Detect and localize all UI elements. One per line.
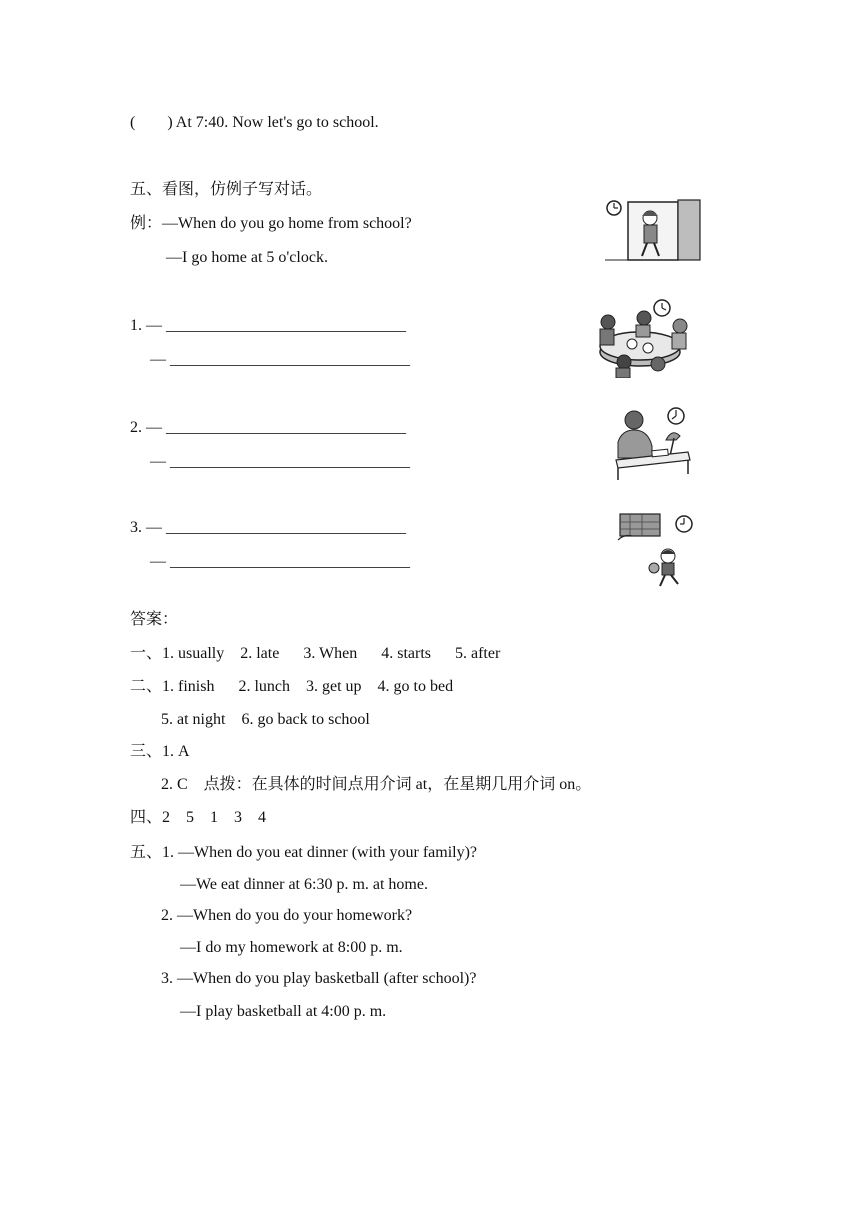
- family-dinner-illustration: [588, 296, 694, 378]
- answer-section-4: 四、2 5 1 3 4: [130, 809, 267, 826]
- item-1-answer[interactable]: — ______________________________: [150, 351, 410, 368]
- example-answer: —I go home at 5 o'clock.: [166, 249, 328, 266]
- answer-section-2-line-1: 二、1. finish 2. lunch 3. get up 4. go to bed: [130, 678, 454, 695]
- section-heading: 五、看图，仿例子写对话。: [130, 181, 323, 198]
- answer-section-5-line-2: —We eat dinner at 6:30 p. m. at home.: [180, 876, 428, 893]
- homework-desk-illustration: [614, 404, 694, 482]
- item-3-question[interactable]: 3. — ______________________________: [130, 519, 406, 536]
- answer-section-5-line-4: —I do my homework at 8:00 p. m.: [180, 939, 403, 956]
- item-3-answer[interactable]: — ______________________________: [150, 553, 410, 570]
- answer-section-2-line-2: 5. at night 6. go back to school: [161, 711, 370, 728]
- answer-section-5-line-3: 2. —When do you do your homework?: [161, 907, 413, 924]
- item-2-answer[interactable]: — ______________________________: [150, 453, 410, 470]
- boy-going-home-illustration: [604, 196, 704, 266]
- answer-section-1: 一、1. usually 2. late 3. When 4. starts 5. after: [130, 645, 501, 662]
- answer-section-3-line-2: 2. C 点拨：在具体的时间点用介词 at，在星期几用介词 on。: [161, 776, 592, 793]
- basketball-illustration: [614, 510, 698, 588]
- item-1-question[interactable]: 1. — ______________________________: [130, 317, 406, 334]
- example-question: 例：—When do you go home from school?: [130, 215, 412, 232]
- answer-section-5-line-5: 3. —When do you play basketball (after school)?: [161, 970, 477, 987]
- answer-section-5-line-1: 五、1. —When do you eat dinner (with your family)?: [130, 844, 478, 861]
- answers-heading: 答案：: [130, 611, 179, 628]
- answer-section-5-line-6: —I play basketball at 4:00 p. m.: [180, 1003, 387, 1020]
- question-line: ( ) At 7:40. Now let's go to school.: [130, 114, 379, 131]
- answer-section-3-line-1: 三、1. A: [130, 743, 190, 760]
- item-2-question[interactable]: 2. — ______________________________: [130, 419, 406, 436]
